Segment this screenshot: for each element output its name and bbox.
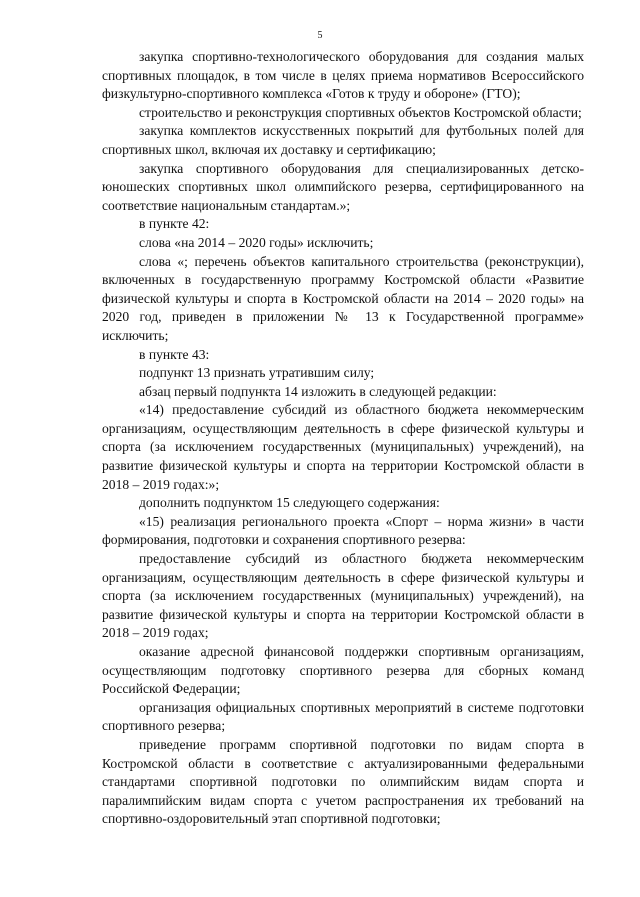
paragraph: в пункте 43:: [139, 346, 210, 362]
paragraph: предоставление субсидий из областного бюджета некоммерческим организациям, осуществляющим деятельность в сфере физической культуры и спорта (за исключением государственных (муниципальных) учреждений), на развитие физической культуры и спорта на территории Костромской области в 2018 – 2019 годах;: [102, 551, 584, 641]
paragraph: организация официальных спортивных мероприятий в системе подготовки спортивного резерва;: [102, 699, 584, 734]
paragraph: подпункт 13 признать утратившим силу;: [139, 365, 375, 381]
paragraph: в пункте 42:: [139, 216, 210, 232]
paragraph: закупка спортивно-технологического оборудования для создания малых спортивных площадок, в том числе в целях приема нормативов Всероссийского физкультурно-спортивного комплекса «Готов к труду и обороне» (ГТО);: [102, 49, 584, 102]
document-body: [102, 48, 584, 829]
paragraph: закупка комплектов искусственных покрытий для футбольных полей для спортивных школ, включая их доставку и сертификацию;: [102, 123, 584, 157]
paragraph: закупка спортивного оборудования для специализированных детско-юношеских спортивных школ олимпийского резерва, сертифицированного на соответствие национальным стандартам.»;: [102, 160, 584, 213]
paragraph: дополнить подпунктом 15 следующего содержания:: [139, 495, 440, 511]
page-number: 5: [317, 30, 323, 41]
paragraph: слова «; перечень объектов капитального строительства (реконструкции), включенных в государственную программу Костромской области «Развитие физической культуры и спорта в Костромской области на 2014 – 2020 годы» на 2020 год, приведен в приложении № 13 к Государственной программе» исключить;: [102, 253, 584, 343]
paragraph: приведение программ спортивной подготовки по видам спорта в Костромской области в соответствие с актуализированными федеральными стандартами спортивной подготовки по олимпийским видам спорта и паралимпийским видам спорта с учетом распространения их требований на спортивно-оздоровительный этап спортивной подготовки;: [102, 736, 584, 827]
paragraph: строительство и реконструкция спортивных объектов Костромской области;: [139, 104, 582, 120]
paragraph: слова «на 2014 – 2020 годы» исключить;: [139, 234, 374, 250]
paragraph: оказание адресной финансовой поддержки спортивным организациям, осуществляющим подготовку спортивного резерва для сборных команд Российской Федерации;: [102, 644, 584, 697]
paragraph: «15) реализация регионального проекта «Спорт – норма жизни» в части формирования, подготовки и сохранения спортивного резерва:: [102, 513, 584, 548]
paragraph: «14) предоставление субсидий из областного бюджета некоммерческим организациям, осуществляющим деятельность в сфере физической культуры и спорта (за исключением государственных (муниципальных) учреждений), на развитие физической культуры и спорта на территории Костромской области в 2018 – 2019 годах:»;: [102, 402, 584, 492]
paragraph: абзац первый подпункта 14 изложить в следующей редакции:: [139, 383, 497, 399]
